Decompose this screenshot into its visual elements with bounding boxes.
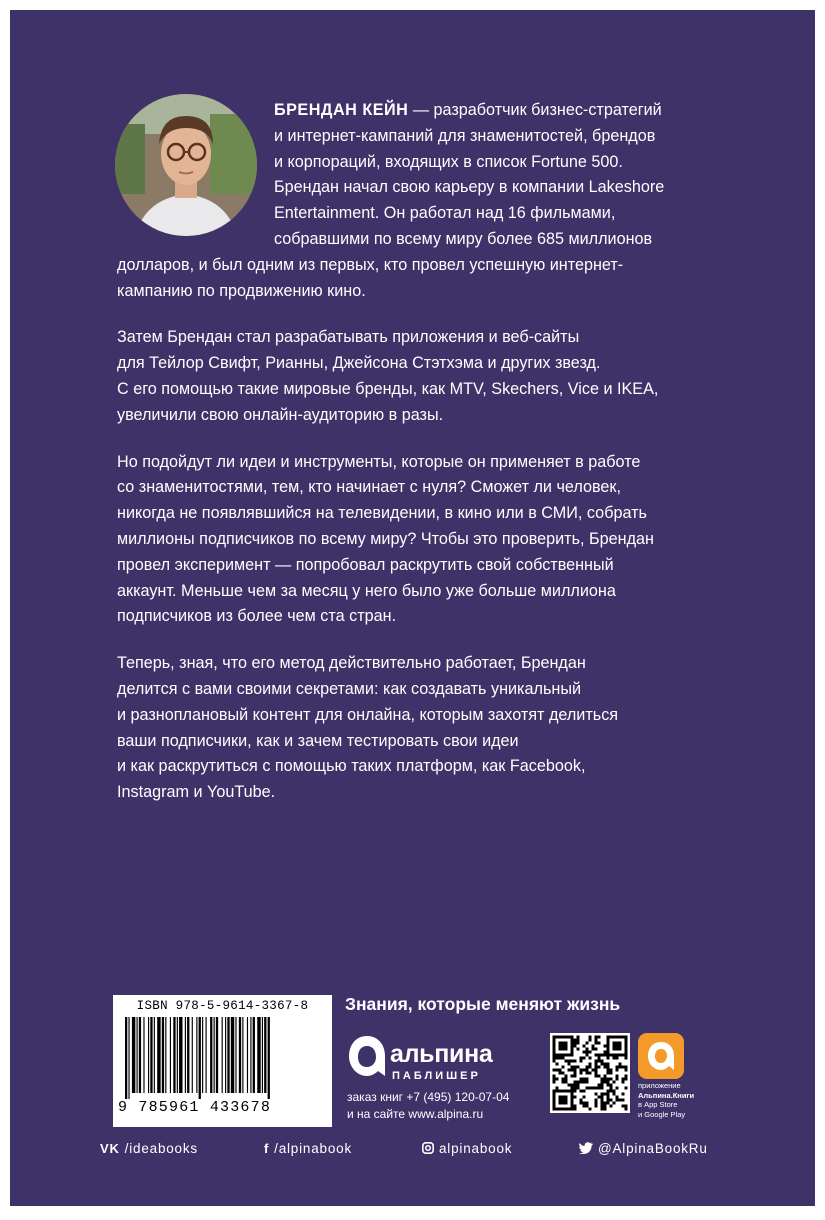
isbn-label: ISBN 978-5-9614-3367-8 — [136, 999, 309, 1013]
barcode-digits: 9 785961 433678 — [118, 1099, 272, 1116]
author-bio — [117, 98, 717, 827]
social-twitter: @AlpinaBookRu — [579, 1138, 708, 1158]
publisher-subtitle: ПАБЛИШЕР — [392, 1070, 481, 1082]
facebook-icon: f — [264, 1140, 270, 1156]
instagram-icon — [422, 1142, 434, 1154]
vk-icon: VK — [100, 1140, 120, 1156]
barcode-bars — [125, 1017, 323, 1099]
publisher-name: альпина — [390, 1040, 493, 1068]
social-instagram: alpinabook — [422, 1138, 512, 1158]
order-phone: заказ книг +7 (495) 120-07-04 — [347, 1090, 510, 1104]
order-info — [347, 1089, 509, 1123]
app-logo-icon — [638, 1033, 684, 1079]
social-facebook: f /alpinabook — [264, 1140, 352, 1156]
author-name: БРЕНДАН КЕЙН — [274, 101, 409, 119]
order-website: и на сайте www.alpina.ru — [347, 1107, 484, 1121]
bio-paragraph-3: Но подойдут ли идеи и инструменты, которые он применяет в работе со знаменитостями, тем, кто начинает с нуля? Сможет ли человек, никогда не появлявшийся на телевидении, в кино или в СМИ, собрать миллионы подписчиков по всему миру? Чтобы это проверить, Брендан провел эксперимент — попробовал раскрутить свой собственный аккаунт. Меньше чем за месяц у него было уже больше миллиона подписчиков из более чем ста стран. — [117, 452, 654, 626]
bio-paragraph-4: Теперь, зная, что его метод действительно работает, Брендан делится с вами своими секретами: как создавать уникальный и разноплановый контент для онлайна, которым захотят делиться ваши подписчики, как и зачем тестировать свои идеи и как раскрутиться с помощью таких платформ, как Facebook, Instagram и YouTube. — [117, 654, 619, 802]
book-back-cover — [10, 10, 815, 1206]
app-store-info: приложение Альпина.Книги в App Store и Google Play — [638, 1081, 695, 1119]
alpina-logo-icon — [347, 1034, 387, 1078]
qr-code-icon — [550, 1033, 630, 1113]
bio-paragraph-2: Затем Брендан стал разрабатывать приложения и веб-сайты для Тейлор Свифт, Рианны, Джейсона Стэтхэма и других звезд. С его помощью такие мировые бренды, как MTV, Skechers, Vice и IKEA, увеличили свою онлайн-аудиторию в разы. — [117, 328, 659, 424]
social-vk: VK /ideabooks — [100, 1140, 198, 1156]
twitter-icon — [579, 1142, 593, 1154]
alpina-books-app-icon — [638, 1033, 684, 1079]
isbn-barcode — [113, 995, 332, 1127]
bio-paragraph-1: БРЕНДАН КЕЙН — разработчик бизнес-стратегий и интернет-кампаний для знаменитостей, брендов и корпораций, входящих в список Fortune 500. Брендан начал свою карьеру в компании Lakeshore Entertainment. Он работал над 16 фильмами, собравшими по всему миру более 685 миллионов долларов, и был одним из первых, кто провел успешную интернет- кампанию по продвижению кино. — [117, 101, 665, 300]
publisher-tagline: Знания, которые меняют жизнь — [345, 994, 621, 1014]
